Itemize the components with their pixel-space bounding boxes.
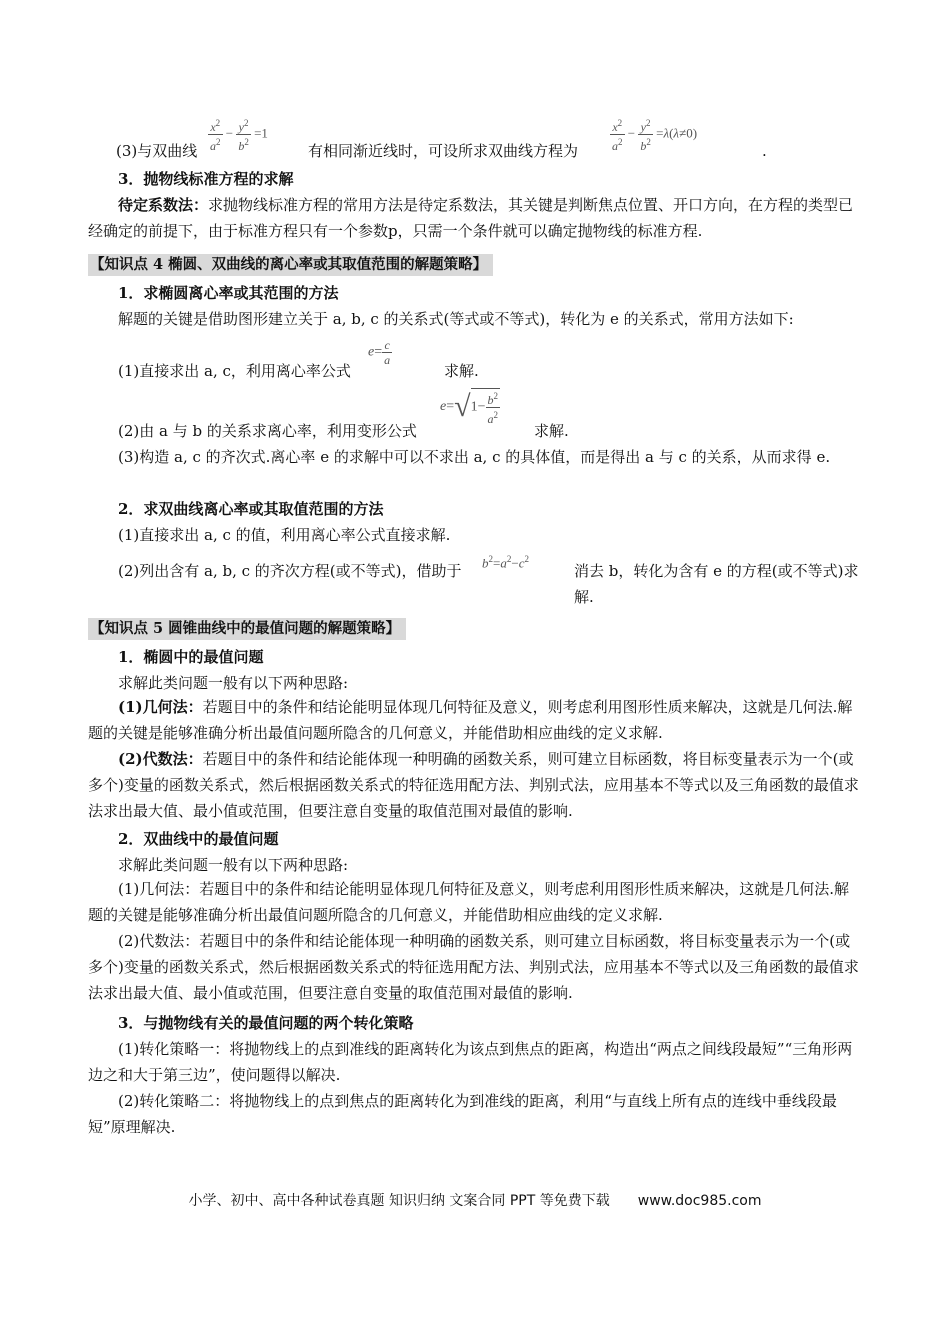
method-label: 待定系数法： bbox=[118, 196, 209, 214]
kp4-line-1-end: 求解. bbox=[444, 362, 479, 380]
kp4-line-1 bbox=[88, 338, 864, 384]
parabola-heading: 3．抛物线标准方程的求解 bbox=[118, 170, 294, 188]
kp5-heading-2: 2．双曲线中的最值问题 bbox=[118, 830, 279, 848]
parabola-method-paragraph bbox=[88, 192, 864, 244]
kp4-heading-1: 1．求椭圆离心率或其范围的方法 bbox=[118, 284, 339, 302]
kp4-line-3: (3)构造 a, c 的齐次式.离心率 e 的求解中可以不求出 a, c 的具体值，而是得出 a 与 c 的关系，从而求得 e. bbox=[118, 448, 831, 466]
geo-label: (1)几何法： bbox=[118, 698, 203, 716]
kp4-paragraph-1: 解题的关键是借助图形建立关于 a, b, c 的关系式(等式或不等式)，转化为 e 的关系式，常用方法如下: bbox=[118, 310, 794, 328]
hyperbola-asymptote-line bbox=[88, 116, 864, 162]
page-footer bbox=[0, 1190, 950, 1210]
kp4-heading-2: 2．求双曲线离心率或其取值范围的方法 bbox=[118, 500, 384, 518]
kp5-algebraic-method-2: (2)代数法：若题目中的条件和结论能体现一种明确的函数关系，则可建立目标函数，将目标变量表示为一个(或多个)变量的函数关系式，然后根据函数关系式的特征选用配方法、判别式法，应用基本不等式以及三角函数的最值求法求出最大值、最小值或范围，但要注意自变量的取值范围对最值的影响. bbox=[88, 932, 859, 1002]
formula-e-sqrt: e=√1− $\frac{b^2}{a^2}$ bbox=[440, 390, 498, 426]
footer-url[interactable]: www.doc985.com bbox=[637, 1193, 762, 1209]
alg-text: 若题目中的条件和结论能体现一种明确的函数关系，则可建立目标函数，将目标变量表示为一个(或多个)变量的函数关系式，然后根据函数关系式的特征选用配方法、判别式法，应用基本不等式以及三角函数的最值求法求出最大值、最小值或范围，但要注意自变量的取值范围对最值的影响. bbox=[88, 750, 859, 820]
kp4-line-4: (1)直接求出 a, c 的值，利用离心率公式直接求解. bbox=[118, 526, 451, 544]
footer-text: 小学、初中、高中各种试卷真题 知识归纳 文案合同 PPT 等免费下载 bbox=[188, 1193, 610, 1209]
kp5-geometric-method-2: (1)几何法：若题目中的条件和结论能明显体现几何特征及意义，则考虑利用图形性质来解决，这就是几何法.解题的关键是能够准确分析出最值问题所隐含的几何意义，并能借助相应曲线的定义求解. bbox=[88, 880, 850, 924]
kp5-algebraic-method bbox=[88, 746, 864, 824]
kp5-strategy-1: (1)转化策略一：将抛物线上的点到准线的距离转化为该点到焦点的距离，构造出“两点之间线段最短”“三角形两边之和大于第三边”，使问题得以解决. bbox=[88, 1040, 853, 1084]
formula-e-c-over-a: e= $\frac{c}{a}$ bbox=[368, 338, 391, 367]
kp5-heading-3: 3．与抛物线有关的最值问题的两个转化策略 bbox=[118, 1014, 414, 1032]
item3-text-a: (3)与双曲线 bbox=[116, 142, 198, 160]
kp5-paragraph-2: 求解此类问题一般有以下两种思路: bbox=[118, 856, 349, 874]
kp5-paragraph-1: 求解此类问题一般有以下两种思路: bbox=[118, 674, 349, 692]
kp5-heading-1: 1．椭圆中的最值问题 bbox=[118, 648, 264, 666]
formula-hyperbola-standard: $\frac{x^2}{a^2}$ − $\frac{y^2}{b^2}$ =1 bbox=[210, 118, 268, 153]
kp5-geometric-method bbox=[88, 694, 864, 746]
kp4-line-2-end: 求解. bbox=[534, 422, 569, 440]
geo-text: 若题目中的条件和结论能明显体现几何特征及意义，则考虑利用图形性质来解决，这就是几何法.解题的关键是能够准确分析出最值问题所隐含的几何意义，并能借助相应曲线的定义求解. bbox=[88, 698, 853, 742]
item3-text-c: . bbox=[762, 142, 767, 160]
formula-hyperbola-lambda: $\frac{x^2}{a^2}$ − $\frac{y^2}{b^2}$ =λ(λ≠0) bbox=[612, 118, 698, 153]
kp4-line-1-text: (1)直接求出 a, c，利用离心率公式 bbox=[118, 362, 351, 380]
kp4-line-2-text: (2)由 a 与 b 的关系求离心率，利用变形公式 bbox=[118, 422, 417, 440]
item3-text-b: 有相同渐近线时，可设所求双曲线方程为 bbox=[308, 142, 579, 160]
kp4-title: 【知识点 4 椭圆、双曲线的离心率或其取值范围的解题策略】 bbox=[88, 254, 493, 276]
kp5-title: 【知识点 5 圆锥曲线中的最值问题的解题策略】 bbox=[88, 618, 406, 640]
formula-b2-a2-c2: $b^2=a^2-c^2$ bbox=[482, 554, 529, 571]
kp4-line-5 bbox=[88, 550, 864, 610]
method-text: 求抛物线标准方程的常用方法是待定系数法，其关键是判断焦点位置、开口方向，在方程的类型已经确定的前提下，由于标准方程只有一个参数p，只需一个条件就可以确定抛物线的标准方程. bbox=[88, 196, 854, 240]
kp5-strategy-2: (2)转化策略二：将抛物线上的点到焦点的距离转化为到准线的距离，利用“与直线上所有点的连线中垂线段最短”原理解决. bbox=[88, 1092, 837, 1136]
alg-label: (2)代数法： bbox=[118, 750, 203, 768]
kp4-line-2 bbox=[88, 388, 864, 440]
kp4-line-5-text: (2)列出含有 a, b, c 的齐次方程(或不等式)，借助于 bbox=[118, 562, 462, 580]
kp4-line-5-end: 消去 b，转化为含有 e 的方程(或不等式)求解. bbox=[574, 562, 859, 606]
